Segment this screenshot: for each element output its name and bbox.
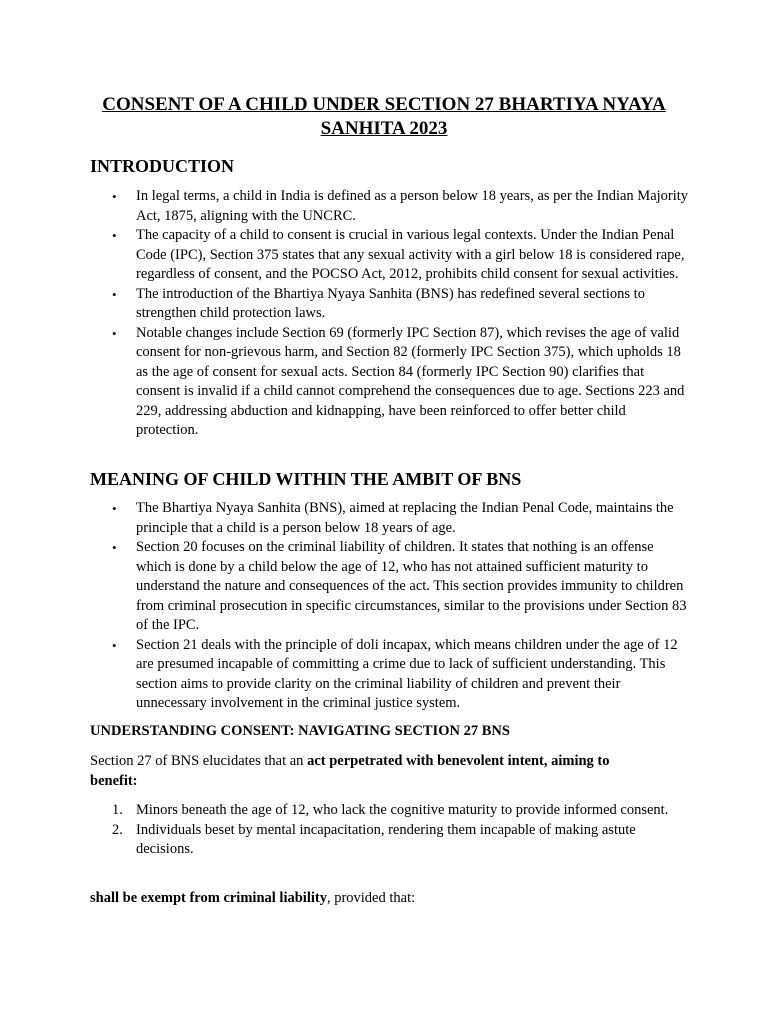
list-item [90,821,690,860]
bullet-marker: • [112,637,117,653]
consent-numbered-list [90,801,690,860]
list-item-text: Notable changes include Section 69 (formerly IPC Section 87), which revises the age of valid consent for non-grievous harm, and Section 82 (formerly IPC Section 375), which upholds 18 as the age of consent for sexual acts. Section 84 (formerly IPC Section 90) clarifies that consent is invalid if a child cannot comprehend the consequences due to age. Sections 223 and 229, addressing abduction and kidnapping, have been reinforced to offer better child protection. [136,324,685,438]
list-item-text: Section 21 deals with the principle of doli incapax, which means children under the age of 12 are presumed incapable of committing a crime due to lack of sufficient understanding. This section aims to provide clarity on the criminal liability of children and prevent their unnecessary involvement in the criminal justice system. [136,636,678,711]
list-item [90,499,690,538]
list-item [90,801,690,821]
consent-intro-text: Section 27 of BNS elucidates that an [90,753,308,769]
list-item-text: Section 20 focuses on the criminal liability of children. It states that nothing is an offense which is done by a child below the age of 12, who has not attained sufficient maturity to understand the nature and consequences of the act. This section provides immunity to children from criminal prosecution in specific circumstances, similar to the provisions under Section 83 of the IPC. [136,539,687,633]
list-item-text: Minors beneath the age of 12, who lack the cognitive maturity to provide informed consent. [136,802,669,818]
number-marker: 2. [112,821,123,838]
consent-intro-bold-text: act perpetrated with benevolent intent, aiming to benefit: [90,753,610,789]
list-item-text: The Bhartiya Nyaya Sanhita (BNS), aimed at replacing the Indian Penal Code, maintains the principle that a child is a person below 18 years of age. [136,500,674,536]
list-item-text: The introduction of the Bhartiya Nyaya Sanhita (BNS) has redefined several sections to strengthen child protection laws. [136,285,645,321]
bullet-marker: • [112,286,117,302]
consent-closing-paragraph [90,889,650,909]
closing-bold-text: shall be exempt from criminal liability [90,890,327,906]
list-item-text: Individuals beset by mental incapacitation, rendering them incapable of making astute decisions. [136,821,636,857]
bullet-marker: • [112,325,117,341]
list-item [90,636,690,714]
list-item [90,324,690,441]
list-item [90,538,690,636]
bullet-marker: • [112,501,117,516]
closing-text: , provided that: [326,890,416,906]
list-item-text: The capacity of a child to consent is crucial in various legal contexts. Under the Indian Penal Code (IPC), Section 375 states that any sexual activity with a girl below 18 is considered rape, regardless of consent, and the POCSO Act, 2012, prohibits child consent for sexual activities. [136,227,685,282]
consent-intro-paragraph [90,752,650,791]
consent-heading: UNDERSTANDING CONSENT: NAVIGATING SECTION 27 BNS [90,723,510,739]
document-title: CONSENT OF A CHILD UNDER SECTION 27 BHARTIYA NYAYA SANHITA 2023 [102,94,666,139]
meaning-heading: MEANING OF CHILD WITHIN THE AMBIT OF BNS [90,469,522,489]
introduction-list [90,187,690,441]
list-item [90,285,690,324]
number-marker: 1. [112,802,123,818]
bullet-marker: • [112,189,117,204]
introduction-heading: INTRODUCTION [90,156,235,176]
meaning-list [90,499,690,714]
list-item [90,187,690,226]
list-item [90,226,690,285]
bullet-marker: • [112,228,117,243]
list-item-text: In legal terms, a child in India is defined as a person below 18 years, as per the Indian Majority Act, 1875, aligning with the UNCRC. [136,188,689,224]
bullet-marker: • [112,540,117,555]
